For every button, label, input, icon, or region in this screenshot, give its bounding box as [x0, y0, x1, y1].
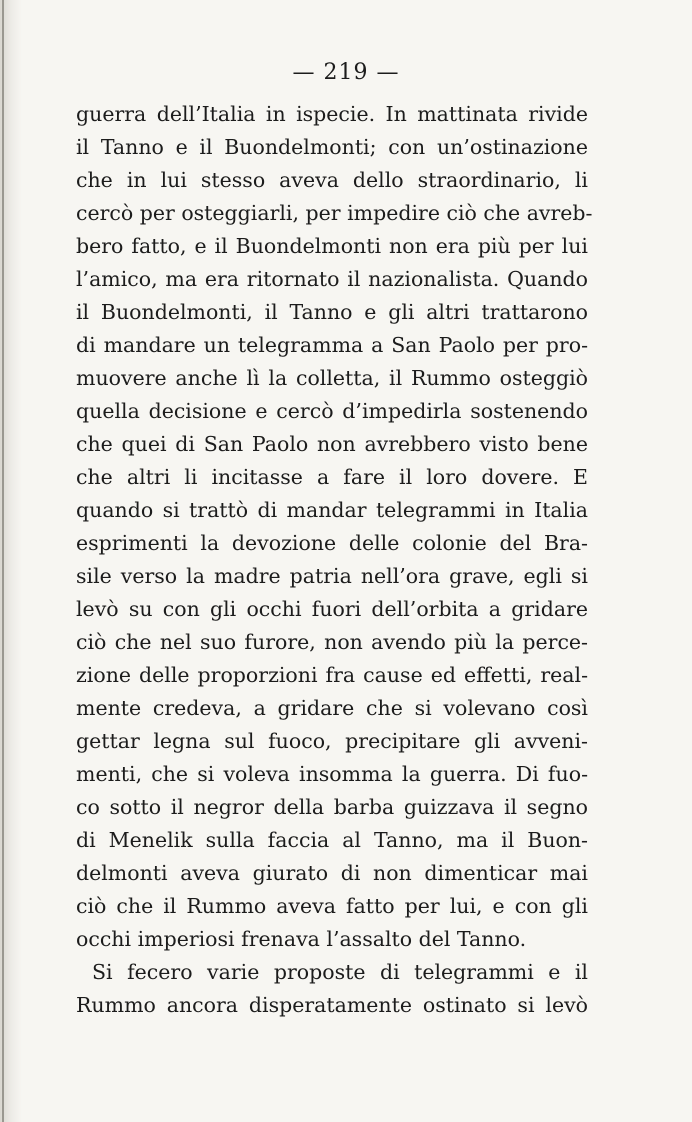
- text-line: ciò che nel suo furore, non avendo più la perce-: [76, 630, 588, 654]
- text-line-paragraph-end: occhi imperiosi frenava l’assalto del Tanno.: [76, 927, 527, 951]
- text-line: delmonti aveva giurato di non dimenticar mai: [76, 861, 588, 885]
- text-line: mente credeva, a gridare che si volevano così: [76, 696, 588, 720]
- page-number: — 219 —: [292, 60, 400, 85]
- text-line: levò su con gli occhi fuori dell’orbita a gridare: [76, 597, 588, 621]
- text-line: esprimenti la devozione delle colonie del Bra-: [76, 531, 588, 555]
- text-line: quella decisione e cercò d’impedirla sostenendo: [76, 399, 588, 423]
- text-line: che quei di San Paolo non avrebbero visto bene: [76, 432, 588, 456]
- text-line: Rummo ancora disperatamente ostinato si levò: [76, 993, 588, 1017]
- text-line: zione delle proporzioni fra cause ed effetti, real-: [76, 663, 588, 687]
- text-line: l’amico, ma era ritornato il nazionalista. Quando: [76, 267, 588, 291]
- text-line: muovere anche lì la colletta, il Rummo osteggiò: [76, 366, 588, 390]
- text-line: il Buondelmonti, il Tanno e gli altri trattarono: [76, 300, 588, 324]
- text-line: gettar legna sul fuoco, precipitare gli avveni-: [76, 729, 588, 753]
- text-line: cercò per osteggiarli, per impedire ciò che avreb-: [76, 201, 593, 225]
- text-line: di Menelik sulla faccia al Tanno, ma il Buon-: [76, 828, 588, 852]
- text-line: sile verso la madre patria nell’ora grave, egli si: [76, 564, 588, 588]
- text-line: menti, che si voleva insomma la guerra. Di fuo-: [76, 762, 588, 786]
- text-line: bero fatto, e il Buondelmonti non era più per lui: [76, 234, 588, 258]
- text-line-paragraph-start: Si fecero varie proposte di telegrammi e il: [92, 960, 588, 984]
- text-line: quando si trattò di mandar telegrammi in Italia: [76, 498, 588, 522]
- text-line: che altri li incitasse a fare il loro dovere. E: [76, 465, 588, 489]
- body-text: [76, 98, 593, 1022]
- text-line: di mandare un telegramma a San Paolo per pro-: [76, 333, 588, 357]
- text-line: il Tanno e il Buondelmonti; con un’ostinazione: [76, 135, 588, 159]
- text-line: ciò che il Rummo aveva fatto per lui, e con gli: [76, 894, 588, 918]
- text-line: guerra dell’Italia in ispecie. In mattinata rivide: [76, 102, 588, 126]
- text-line: che in lui stesso aveva dello straordinario, li: [76, 168, 588, 192]
- text-line: co sotto il negror della barba guizzava il segno: [76, 795, 588, 819]
- page-spine-edge: [2, 0, 4, 1122]
